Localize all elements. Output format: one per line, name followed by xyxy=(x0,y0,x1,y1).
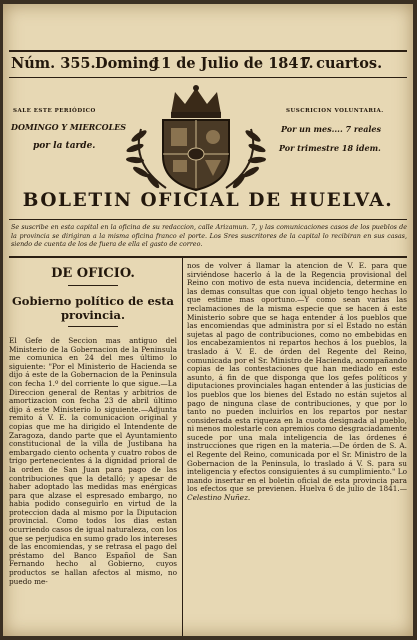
issue-day: Doming xyxy=(95,55,159,72)
newspaper-page xyxy=(3,4,413,636)
section-heading: DE OFICIO. xyxy=(51,266,135,281)
notice-rule xyxy=(9,256,407,258)
column-divider xyxy=(182,258,183,636)
article-signature: Celestino Nuñez. xyxy=(187,493,251,503)
issue-date: 11 de Julio de 1841. xyxy=(151,55,314,72)
article-title: Gobierno político de esta provincia. xyxy=(11,294,175,322)
right-column xyxy=(187,262,407,503)
issue-number: Núm. 355. xyxy=(11,55,96,72)
coat-of-arms-icon xyxy=(121,84,271,192)
issue-price: 7 cuartos. xyxy=(301,55,383,72)
article-body-left: El Gefe de Seccion mas antiguo del Ministerio de la Gobernacion de la Peninsula me comunica en 24 del mes último lo siguiente: "Por el Ministerio de Hacienda se dijo á este de la Gobernacion de la Peninsula con fecha 1.º del corriente lo que sigue.—La Direccion general de Rentas y arbitrios de amortizacion con fecha 23 de abril último dijo á este Ministerio lo siguiente.—Adjunta remito á V. E. la comunicacion original y copias que me ha dirigido el Intendente de Zaragoza, dando parte que el Ayuntamiento constitucional de la villa de Justibana ha embargado ciento ochenta y cuatro robos de trigo pertenecientes á la dignidad prioral de la orden de San Juan para pago de las contribuciones que la detalló; y apesar de haber adoptado las medidas mas enérgicas para que alzase el espresado embargo, no habia podido conseguirlo en virtud de la proteccion dada al mismo por la Diputacion provincial. Como todos los dias estan ocurriendo casos de igual naturaleza, con los que se perjudica en sumo grado los intereses de las encomiendas, y se retrasa el pago del préstamo del Banco Español de San Fernando hecho al Gobierno, cuyos productos se hallan afectos al mismo, no puedo me- xyxy=(9,336,177,586)
article-body-right xyxy=(187,262,407,503)
article-title-rule xyxy=(68,326,118,327)
masthead-line xyxy=(9,53,407,77)
subscription-heading: SUSCRICION VOLUNTARIA. xyxy=(286,108,384,114)
article-body-right-text: nos de volver á llamar la atencion de V. E. para que sirviéndose hacerlo á la de la Regencia provisional del Reino con motivo de esta nueva incidencia, determine en las demas consultas que con igual objeto tengo hechas lo que estime mas oportuno.—Y como sean varias las reclamaciones de la misma especie que se hacen á este Ministerio sobre que se haga entender á los pueblos que las encomiendas que administra por sí el Estado no están sujetas al pago de contribuciones, como no embebidas en los encabezamientos ni repartos hechos á los pueblos, la traslado á V. E. de órden del Regente del Reino, comunicada por el Sr. Ministro de Hacienda, acompañando copias de las contestaciones que han mediado en este asunto, á fin de que disponga que los gefes políticos y diputaciones provinciales hagan entender á las justicias de los pueblos que los bienes del Estado no están sujetos al pago de ninguna clase de contribuciones, y que por lo tanto no pueden incluirlos en los repartos por nestar considerada esta riqueza en la cuota designada al pueblo, ni menos molestarle con apremios como desgraciadamente sucede por una mala inteligencia de las órdenes é instrucciones que rigen en la materia.—De órden de S. A. el Regente del Reino, comunicada por el Sr. Ministro de la Gobernacion de la Peninsula, lo traslado á V. S. para su inteligencia y efectos consiguientes á su cumplimiento." Lo mando insertar en el boletin oficial de esta provincia para los efectos que se previenen. Huelva 6 de julio de 1841.— xyxy=(187,261,407,494)
publication-time: por la tarde. xyxy=(33,141,96,151)
section-rule xyxy=(68,285,118,286)
newspaper-title: BOLETIN OFICIAL DE HUELVA. xyxy=(22,190,394,211)
publication-heading: SALE ESTE PERIÓDICO xyxy=(13,108,96,114)
left-column xyxy=(9,260,177,586)
subscription-quarter-price: Por trimestre 18 idem. xyxy=(279,143,381,153)
title-rule xyxy=(9,219,407,220)
publication-days: DOMINGO Y MIERCOLES xyxy=(11,122,127,132)
top-rule xyxy=(9,50,407,52)
subscription-notice: Se suscribe en esta capital en la oficina de su redaccion, calle Arizamun. 7, y las comunicaciones casos de los pueblos de la provincia se dirigiran a la misma oficina franco el porte. Los Sres suscritores de la capital lo recibiran en sus casas, siendo de cuenta de los de fuera de ella el gasto de correo. xyxy=(11,223,407,249)
masthead-rule xyxy=(9,77,407,78)
subscription-month-price: Por un mes.... 7 reales xyxy=(281,124,382,134)
